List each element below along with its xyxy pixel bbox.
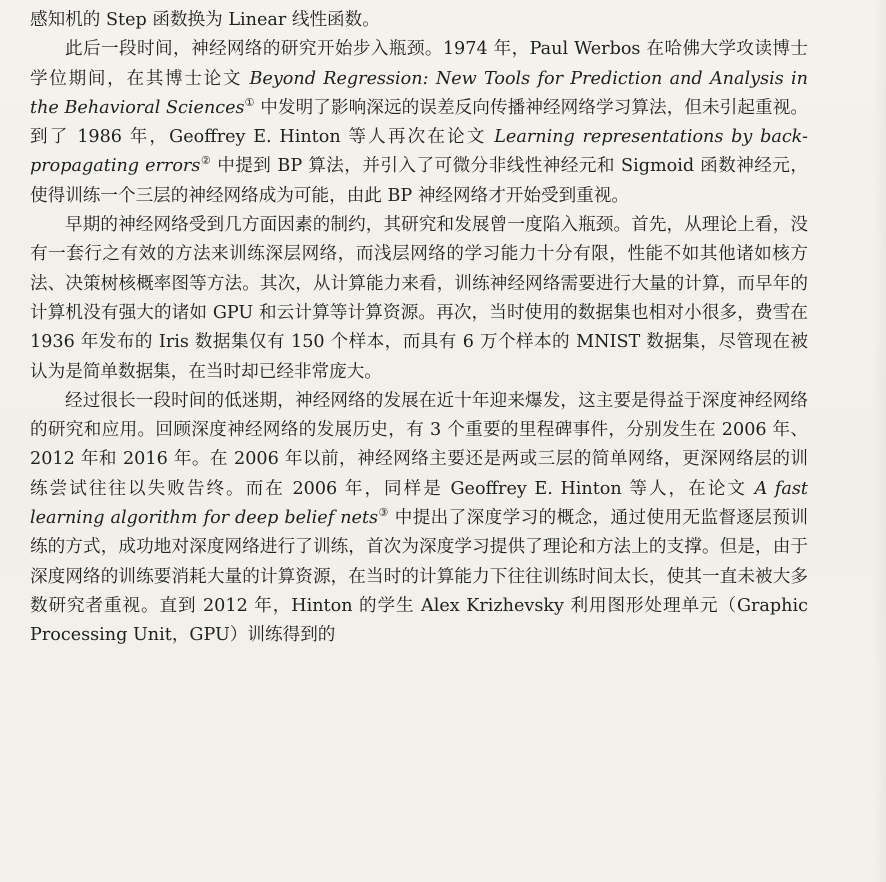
paragraph-text: 早期的神经网络受到几方面因素的制约，其研究和发展曾一度陷入瓶颈。首先，从理论上看，没有一套行之有效的方法来训练深层网络，而浅层网络的学习能力十分有限，性能不如其他诸如核方法、决策树核概率图等方法。其次，从计算能力来看，训练神经网络需要进行大量的计算，而早年的计算机没有强大的诸如 GPU 和云计算等计算资源。再次，当时使用的数据集也相对小很多，费雪在 1936 年发布的 Iris 数据集仅有 150 个样本，而具有 6 万个样本的 MNIST 数据集，尽管现在被认为是简单数据集，在当时却已经非常庞大。 (30, 215, 808, 382)
footnote-marker: ① (244, 95, 255, 109)
paragraph-text: 中提到 BP 算法，并引入了可微分非线性神经元和 Sigmoid 函数神经元，使得训练一个三层的神经网络成为可能，由此 BP 神经网络才开始受到重视。 (30, 156, 808, 206)
body-paragraph (30, 387, 808, 651)
cited-title: A fast learning algorithm for deep belief nets (30, 478, 808, 529)
paragraph-text: 经过很长一段时间的低迷期，神经网络的发展在近十年迎来爆发，这主要是得益于深度神经网络的研究和应用。回顾深度神经网络的发展历史，有 3 个重要的里程碑事件，分别发生在 2006 年、2012 年和 2016 年。在 2006 年以前，神经网络主要还是两或三层的简单网络，更深网络层的训练尝试往往以失败告终。而在 2006 年，同样是 Geoffrey E. Hinton 等人，在论文 (30, 390, 808, 499)
cited-title: Beyond Regression: New Tools for Prediction and Analysis in the Behavioral Sciences (30, 68, 808, 118)
page-body (30, 6, 808, 651)
paragraph-text: 中发明了影响深远的误差反向传播神经网络学习算法，但未引起重视。到了 1986 年，Geoffrey E. Hinton 等人再次在论文 (30, 97, 808, 148)
body-paragraph (30, 6, 808, 35)
page-edge-shadow (874, 0, 886, 882)
body-paragraph (30, 35, 808, 211)
body-paragraph (30, 211, 808, 387)
footnote-marker: ③ (378, 506, 389, 520)
footnote-marker: ② (200, 154, 212, 168)
paragraph-text: 中提出了深度学习的概念，通过使用无监督逐层预训练的方式，成功地对深度网络进行了训练，首次为深度学习提供了理论和方法上的支撑。但是，由于深度网络的训练要消耗大量的计算资源，在当时的计算能力下往往训练时间太长，使其一直未被大多数研究者重视。直到 2012 年，Hinton 的学生 Alex Krizhevsky 利用图形处理单元（Graphic Processing Unit，GPU）训练得到的 (30, 508, 808, 646)
cited-title: Learning representations by back-propagating errors (30, 127, 808, 177)
paragraph-text: 感知机的 Step 函数换为 Linear 线性函数。 (30, 10, 380, 30)
paragraph-text: 此后一段时间，神经网络的研究开始步入瓶颈。1974 年，Paul Werbos 在哈佛大学攻读博士学位期间，在其博士论文 (30, 39, 808, 89)
